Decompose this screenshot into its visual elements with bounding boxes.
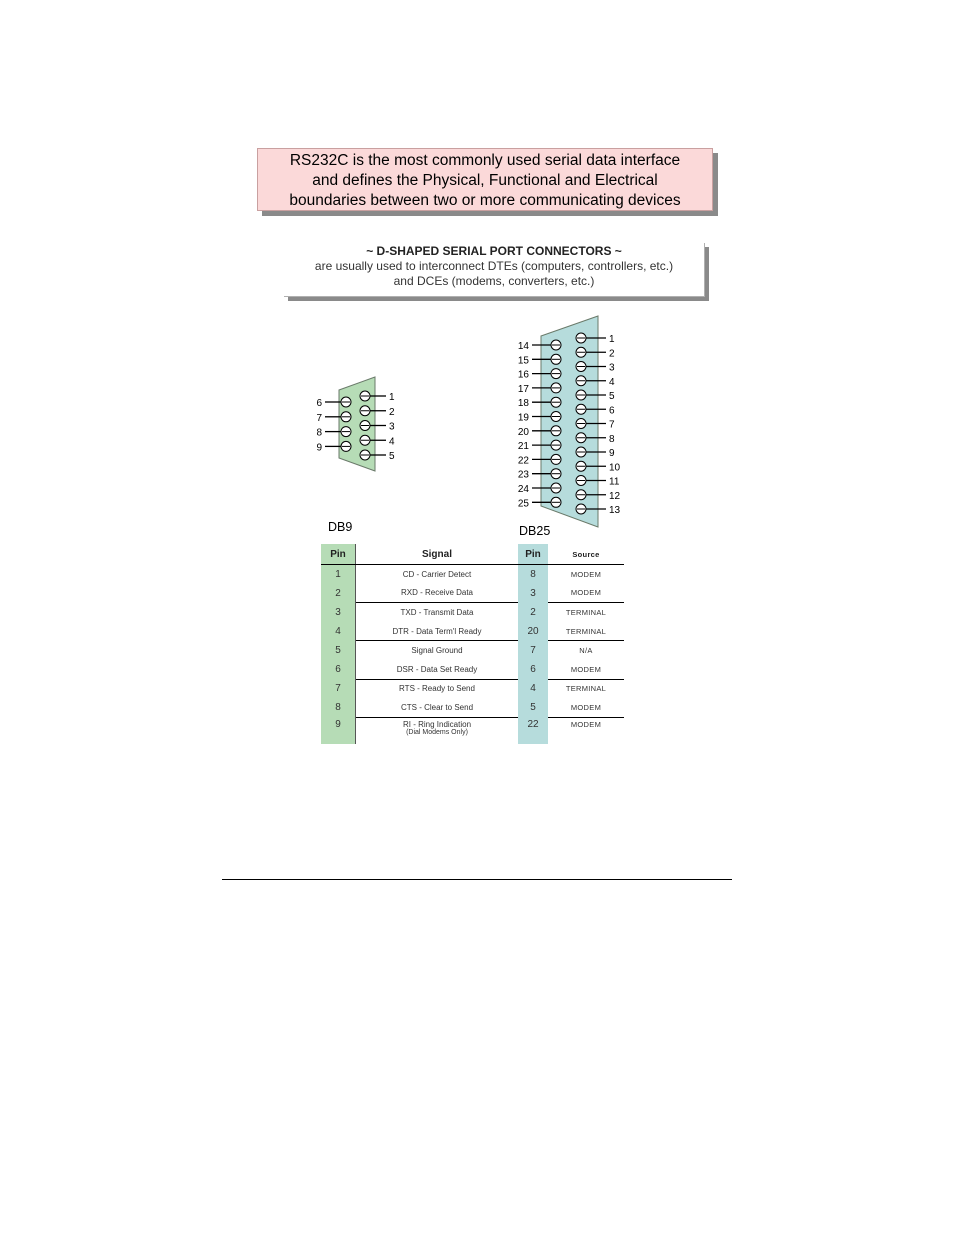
footer-rule [222, 879, 732, 880]
db25-pin-label: 23 [517, 469, 529, 481]
cell-pin25: 8 [518, 565, 548, 584]
db25-pin-label: 13 [609, 505, 621, 516]
db25-pin-label: 15 [517, 355, 529, 367]
db9-pin-label: 9 [316, 442, 322, 454]
db25-pin-label: 12 [609, 490, 621, 502]
table-row [321, 622, 624, 641]
table-row [321, 584, 624, 603]
db25-pin-label: 14 [517, 341, 529, 352]
cell-signal: TXD - Transmit Data [400, 607, 474, 617]
cell-source: TERMINAL [565, 607, 607, 617]
cell-pin: 4 [321, 622, 356, 641]
cell-signal: DSR - Data Set Ready [356, 660, 519, 679]
db25-pin-label: 4 [609, 376, 615, 388]
db9-pin-label: 1 [389, 392, 395, 403]
header-pin: Pin [321, 544, 356, 565]
cell-source: MODEM [570, 569, 602, 579]
cell-pin25: 7 [518, 641, 548, 660]
db25-pin-label: 10 [609, 462, 621, 474]
db9-pin-label: 8 [316, 427, 322, 439]
db25-pin-label: 20 [517, 426, 529, 438]
db25-pin-label: 17 [517, 383, 529, 395]
db25-label: DB25 [519, 524, 551, 538]
callout-line: RS232C is the most commonly used serial data interface [289, 152, 681, 169]
db25-pin-label: 21 [517, 441, 529, 453]
cell-pin: 9 [321, 717, 356, 744]
db9-pin-label: 7 [316, 412, 322, 424]
cell-source: N/A [579, 646, 593, 656]
db25-connector [518, 316, 621, 527]
header-source: Source [548, 544, 624, 565]
cell-pin25: 20 [518, 622, 548, 641]
cell-source: MODEM [548, 698, 624, 717]
cell-pin: 8 [321, 698, 356, 717]
db25-pin-label: 8 [609, 433, 615, 445]
cell-pin: 5 [321, 641, 356, 660]
cell-pin25: 22 [518, 717, 548, 744]
db25-pin-label: 1 [609, 334, 615, 345]
cell-signal: CTS - Clear to Send [356, 698, 519, 717]
db9-pin-label: 3 [389, 421, 395, 433]
table-row [321, 660, 624, 679]
subhead-line: are usually used to interconnect DTEs (computers, controllers, etc.) [314, 259, 674, 273]
db25-pin-label: 22 [517, 455, 529, 467]
header-pin25: Pin [518, 544, 548, 565]
cell-pin: 3 [321, 603, 356, 622]
table-row [321, 603, 624, 622]
cell-signal: RXD - Receive Data [356, 584, 519, 603]
db9-pin-label: 6 [316, 398, 322, 409]
db9-pin-label: 2 [389, 406, 395, 418]
cell-pin: 1 [321, 565, 356, 584]
cell-pin25: 5 [518, 698, 548, 717]
db25-pin-label: 18 [517, 398, 529, 410]
db25-pin-label: 3 [609, 362, 615, 374]
db9-label: DB9 [328, 520, 353, 534]
signal-note: (Dial Modems Only) [406, 728, 468, 736]
db25-pin-label: 16 [517, 369, 529, 381]
db25-pin-label: 5 [609, 391, 615, 402]
cell-source: TERMINAL [565, 684, 607, 694]
cell-signal [356, 717, 519, 744]
table-row [321, 679, 624, 698]
header-signal: Signal [356, 544, 519, 565]
subhead-line: and DCEs (modems, converters, etc.) [393, 274, 595, 288]
cell-signal: CD - Carrier Detect [402, 569, 472, 579]
signal-text: RI - Ring Indication [402, 719, 472, 729]
cell-source: MODEM [548, 584, 624, 603]
db9-connector [316, 377, 395, 471]
cell-pin: 6 [321, 660, 356, 679]
db25-pin-label: 6 [609, 405, 615, 417]
table-row [321, 565, 624, 584]
db9-pin-label: 5 [389, 451, 395, 462]
pinout-table [321, 544, 624, 744]
table-row [321, 698, 624, 717]
db25-pin-label: 7 [609, 419, 615, 431]
db25-pin-label: 9 [609, 448, 615, 459]
db9-pin [325, 441, 351, 451]
cell-pin25: 3 [518, 584, 548, 603]
cell-signal: Signal Ground [411, 646, 463, 656]
db9-pin [325, 412, 351, 422]
cell-signal: RTS - Ready to Send [399, 684, 475, 694]
db9-pin-label: 4 [389, 436, 395, 448]
table-row [321, 641, 624, 660]
cell-pin25: 4 [518, 679, 548, 698]
callout-line: boundaries between two or more communicating devices [289, 192, 681, 209]
subhead-title: ~ D-SHAPED SERIAL PORT CONNECTORS ~ [366, 244, 622, 258]
db25-pin-label: 25 [517, 498, 529, 510]
db25-pin-label: 19 [517, 412, 529, 424]
cell-source: MODEM [570, 719, 602, 729]
cell-source: MODEM [548, 660, 624, 679]
db9-pin [325, 427, 351, 437]
cell-signal: DTR - Data Term'l Ready [356, 622, 519, 641]
cell-pin25: 6 [518, 660, 548, 679]
callout-line: and defines the Physical, Functional and Electrical [312, 172, 658, 189]
db25-pin-label: 24 [517, 484, 529, 495]
db25-pin-label: 2 [609, 348, 615, 360]
table-row [321, 717, 624, 744]
cell-pin: 7 [321, 679, 356, 698]
cell-pin: 2 [321, 584, 356, 603]
db9-pin [325, 397, 351, 407]
cell-pin25: 2 [518, 603, 548, 622]
cell-source: TERMINAL [548, 622, 624, 641]
db25-pin-label: 11 [609, 476, 620, 488]
